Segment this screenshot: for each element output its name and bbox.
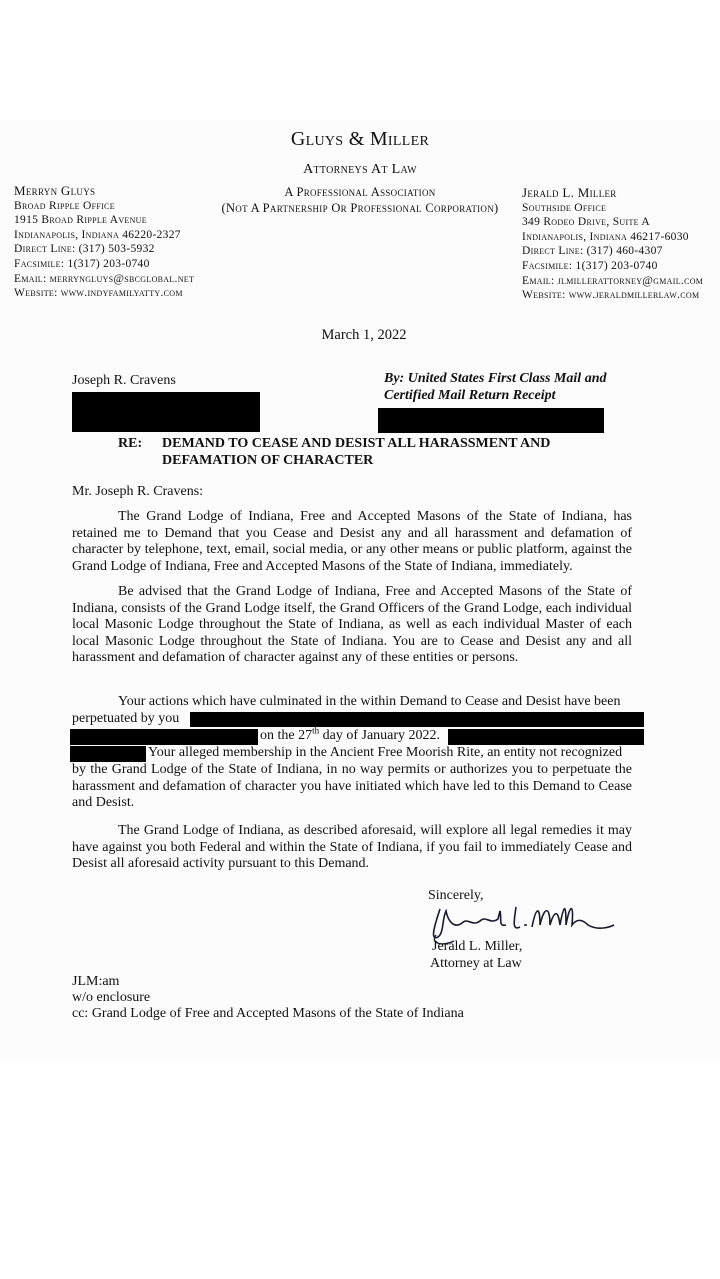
left-email: Email: merryngluys@sbcglobal.net bbox=[14, 272, 195, 285]
assoc-line-2: (Not A Partnership Or Professional Corporation) bbox=[221, 201, 499, 215]
assoc-line-1: A Professional Association bbox=[284, 185, 436, 199]
left-city: Indianapolis, Indiana 46220-2327 bbox=[14, 228, 181, 241]
left-office-label: Broad Ripple Office bbox=[14, 199, 115, 212]
signer-name: Jerald L. Miller, bbox=[432, 939, 523, 954]
signer-title: Attorney at Law bbox=[430, 956, 522, 971]
paragraph-3-line-4: Your alleged membership in the Ancient Free Moorish Rite, an entity not recognized bbox=[148, 745, 623, 760]
left-fax: Facsimile: 1(317) 203-0740 bbox=[14, 257, 150, 270]
left-street: 1915 Broad Ripple Avenue bbox=[14, 214, 147, 227]
paragraph-2: Be advised that the Grand Lodge of Indiana, Free and Accepted Masons of the State of Indiana, consists of the Grand Lodge itself, the Grand Officers of the Grand Lodge, each individual local Masonic Lodge throughout the State of Indiana, as well as each individual Master of each local Masonic Lodge throughout the State of Indiana. You are to Cease and Desist any and all harassment and defamation of character against any of these entities or persons. bbox=[72, 584, 632, 666]
right-direct-line: Direct Line: (317) 460-4307 bbox=[522, 245, 663, 258]
delivery-method bbox=[384, 371, 606, 404]
paragraph-3-rest: by the Grand Lodge of the State of Indiana, in no way permits or authorizes you to perpetuate the harassment and defamation of character you have initiated which have led to this Demand to Cease and Desist. bbox=[72, 762, 632, 811]
paragraph-3-line-2: perpetuated by you bbox=[72, 711, 180, 726]
paragraph-3-line-3 bbox=[260, 725, 441, 745]
right-street: 349 Rodeo Drive, Suite A bbox=[522, 216, 650, 229]
right-city: Indianapolis, Indiana 46217-6030 bbox=[522, 230, 689, 243]
valediction: Sincerely, bbox=[428, 888, 484, 903]
date-text-b: day of January 2022. bbox=[319, 728, 441, 743]
enclosure-note: w/o enclosure bbox=[72, 990, 151, 1005]
date-text-a: on the 27 bbox=[260, 728, 313, 743]
right-office-block bbox=[522, 186, 718, 303]
recipient-name: Joseph R. Cravens bbox=[72, 373, 176, 388]
cc-line: cc: Grand Lodge of Free and Accepted Masons of the State of Indiana bbox=[72, 1006, 464, 1021]
re-line-2: DEFAMATION OF CHARACTER bbox=[162, 452, 374, 468]
re-label: RE: bbox=[118, 436, 143, 451]
re-line-1: DEMAND TO CEASE AND DESIST ALL HARASSMENT AND bbox=[162, 436, 551, 451]
association-block bbox=[220, 184, 500, 216]
left-office-block bbox=[14, 184, 234, 301]
redacted-tracking bbox=[378, 408, 604, 433]
redacted-address bbox=[72, 392, 260, 432]
paragraph-3-line-1: Your actions which have culminated in the within Demand to Cease and Desist have been bbox=[118, 694, 621, 709]
right-office-label: Southside Office bbox=[522, 201, 607, 214]
left-direct-line: Direct Line: (317) 503-5932 bbox=[14, 243, 155, 256]
right-attorney-name: Jerald L. Miller bbox=[522, 185, 617, 200]
redacted-text-4 bbox=[70, 746, 146, 762]
re-subject bbox=[162, 436, 602, 469]
firm-name: Gluys & Miller bbox=[290, 128, 430, 150]
salutation: Mr. Joseph R. Cravens: bbox=[72, 484, 204, 499]
date-suffix: th bbox=[312, 725, 320, 736]
redacted-text-2 bbox=[70, 729, 258, 745]
right-email: Email: jlmillerattorney@gmail.com bbox=[522, 274, 704, 287]
paragraph-4: The Grand Lodge of Indiana, as described aforesaid, will explore all legal remedies it may have against you both Federal and within the State of Indiana, if you fail to immediately Cease and Desist all aforesaid activity pursuant to this Demand. bbox=[72, 823, 632, 872]
delivery-line-1: By: United States First Class Mail and bbox=[384, 371, 607, 386]
left-website: Website: www.indyfamilyatty.com bbox=[14, 287, 183, 300]
redacted-text-3 bbox=[448, 729, 644, 745]
left-attorney-name: Merryn Gluys bbox=[14, 183, 96, 198]
letter-date: March 1, 2022 bbox=[321, 327, 407, 343]
paragraph-1: The Grand Lodge of Indiana, Free and Accepted Masons of the State of Indiana, has retained me to Demand that you Cease and Desist any and all harassment and defamation of character by telephone, text, email, social media, or any other means or public platform, against the Grand Lodge of Indiana, Free and Accepted Masons of the State of Indiana, immediately. bbox=[72, 509, 632, 574]
firm-subtitle: Attorneys At Law bbox=[303, 162, 417, 177]
right-fax: Facsimile: 1(317) 203-0740 bbox=[522, 259, 658, 272]
right-website: Website: www.jeraldmillerlaw.com bbox=[522, 289, 700, 302]
delivery-line-2: Certified Mail Return Receipt bbox=[384, 387, 556, 403]
typist-initials: JLM:am bbox=[72, 974, 120, 989]
redacted-text-1 bbox=[190, 712, 644, 727]
